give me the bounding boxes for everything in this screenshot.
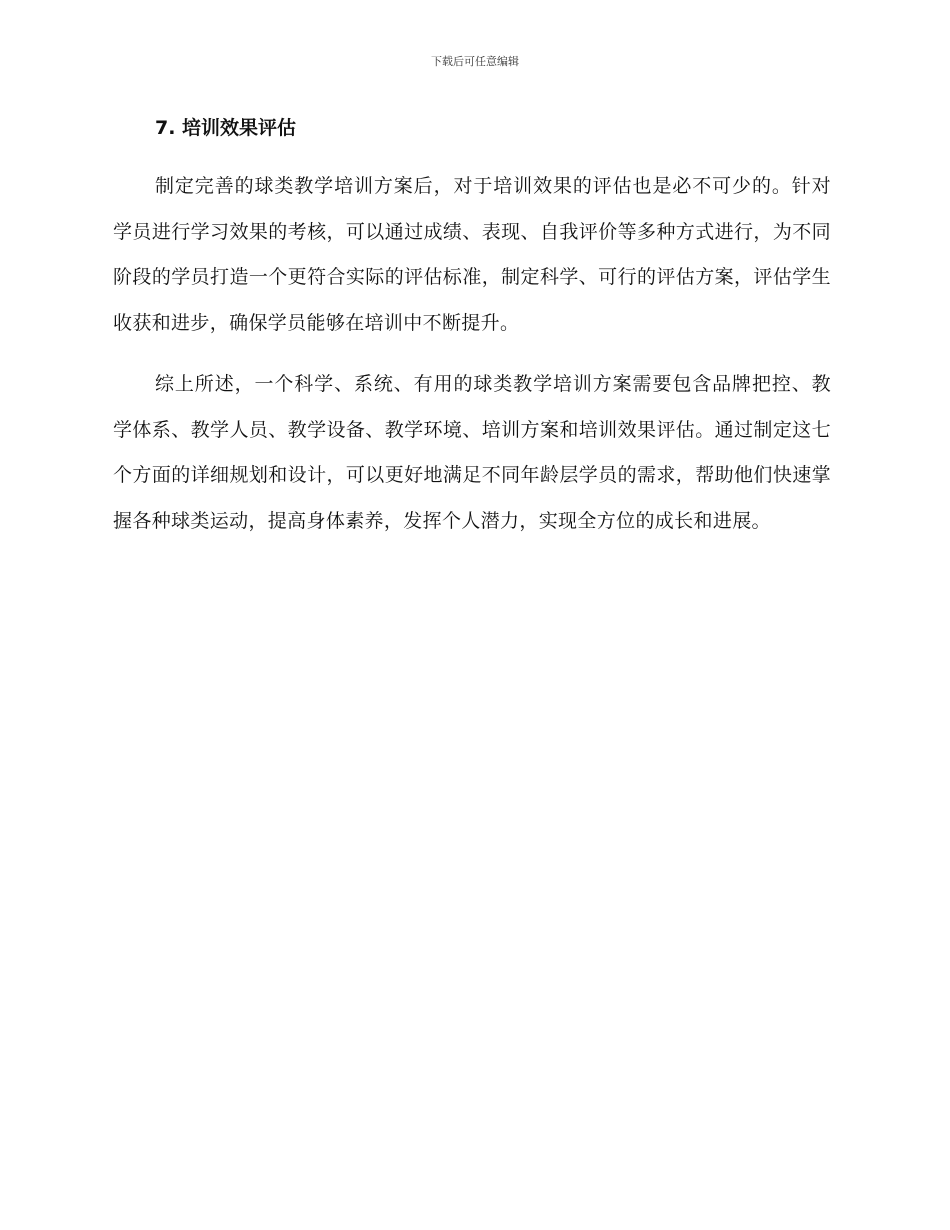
page-header-note: 下载后可任意编辑 <box>431 55 519 68</box>
body-paragraph-summary: 综上所述，一个科学、系统、有用的球类教学培训方案需要包含品牌把控、教学体系、教学人员、教学设备、教学环境、培训方案和培训效果评估。通过制定这七个方面的详细规划和设计，可以更好地满足不同年龄层学员的需求，帮助他们快速掌握各种球类运动，提高身体素养，发挥个人潜力，实现全方位的成长和进展。 <box>113 373 831 532</box>
body-paragraph-evaluation: 制定完善的球类教学培训方案后，对于培训效果的评估也是必不可少的。针对学员进行学习效果的考核，可以通过成绩、表现、自我评价等多种方式进行，为不同阶段的学员打造一个更符合实际的评估标准，制定科学、可行的评估方案，评估学生收获和进步，确保学员能够在培训中不断提升。 <box>113 175 831 334</box>
document-body <box>113 112 831 560</box>
section-heading: 7. 培训效果评估 <box>155 117 297 139</box>
